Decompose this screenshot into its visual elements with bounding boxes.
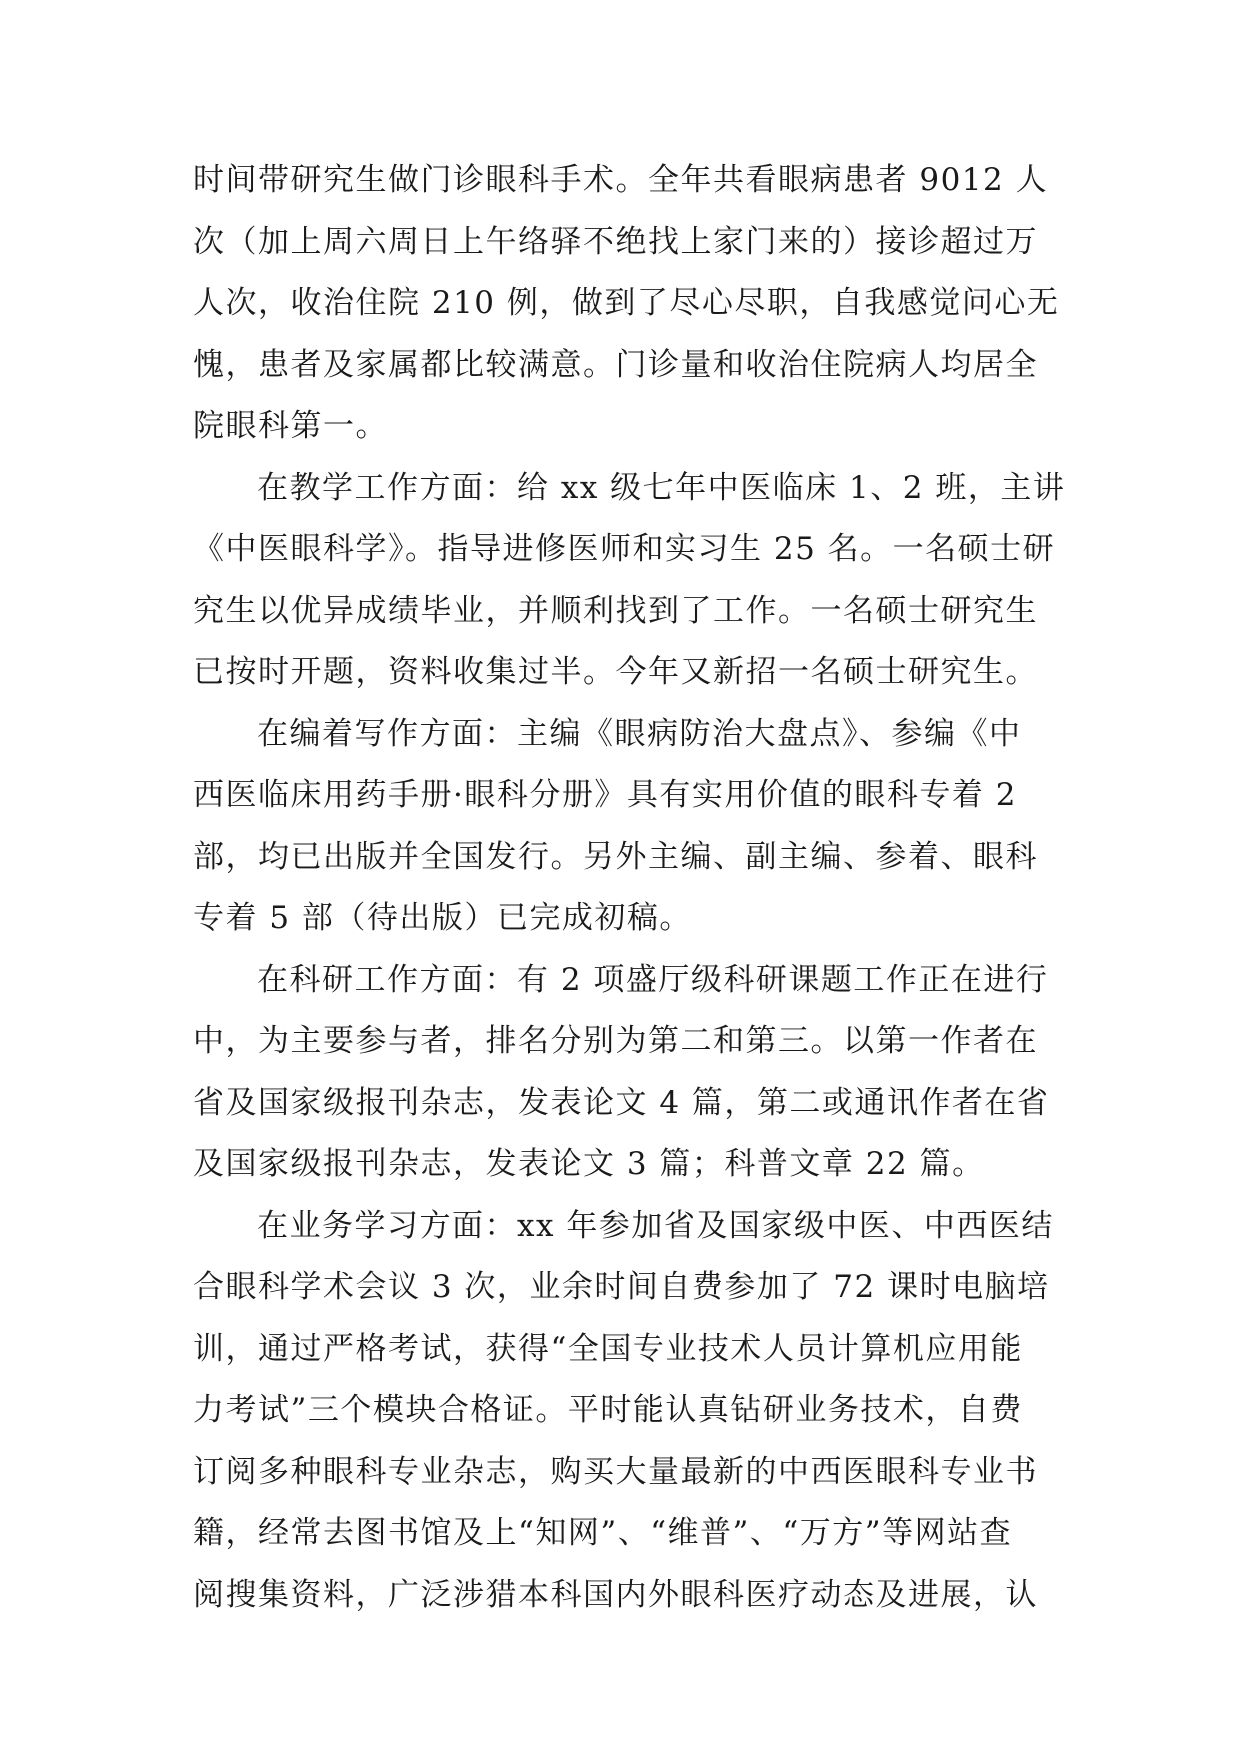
- text-line: 合眼科学术会议 3 次，业余时间自费参加了 72 课时电脑培: [193, 1269, 1050, 1305]
- text-line: 《中医眼科学》。指导进修医师和实习生 25 名。一名硕士研: [193, 531, 1056, 567]
- text-line: 部，均已出版并全国发行。另外主编、副主编、参着、眼科: [193, 838, 1038, 875]
- text-line: 院眼科第一。: [193, 408, 388, 444]
- text-line: 训，通过严格考试，获得“全国专业技术人员计算机应用能: [193, 1330, 1023, 1367]
- document-body: [193, 150, 1066, 1626]
- text-line: 人次，收治住院 210 例，做到了尽心尽职，自我感觉问心无: [193, 285, 1060, 321]
- text-line: 阅搜集资料，广泛涉猎本科国内外眼科医疗动态及进展，认: [193, 1576, 1038, 1613]
- paragraph-first-line: 在编着写作方面：主编《眼病防治大盘点》、参编《中: [257, 715, 1022, 752]
- text-line: 力考试”三个模块合格证。平时能认真钻研业务技术，自费: [193, 1392, 1023, 1428]
- text-line: 时间带研究生做门诊眼科手术。全年共看眼病患者 9012 人: [193, 162, 1049, 198]
- text-line: 省及国家级报刊杂志，发表论文 4 篇，第二或通讯作者在省: [193, 1084, 1050, 1121]
- paragraph-first-line: 在教学工作方面：给 xx 级七年中医临床 1、2 班，主讲: [257, 469, 1066, 506]
- text-line: 及国家级报刊杂志，发表论文 3 篇；科普文章 22 篇。: [193, 1146, 985, 1182]
- paragraph-first-line: 在业务学习方面：xx 年参加省及国家级中医、中西医结: [257, 1207, 1054, 1244]
- text-line: 愧，患者及家属都比较满意。门诊量和收治住院病人均居全: [193, 346, 1038, 383]
- text-line: 究生以优异成绩毕业，并顺利找到了工作。一名硕士研究生: [193, 592, 1038, 629]
- text-line: 次（加上周六周日上午络驿不绝找上家门来的）接诊超过万: [193, 223, 1038, 260]
- text-line: 籍，经常去图书馆及上“知网”、“维普”、“万方”等网站查: [193, 1515, 1013, 1551]
- text-line: 订阅多种眼科专业杂志，购买大量最新的中西医眼科专业书: [193, 1453, 1038, 1490]
- paragraph-first-line: 在科研工作方面：有 2 项盛厅级科研课题工作正在进行: [257, 961, 1049, 998]
- text-line: 中，为主要参与者，排名分别为第二和第三。以第一作者在: [193, 1023, 1038, 1059]
- text-line: 已按时开题，资料收集过半。今年又新招一名硕士研究生。: [193, 654, 1038, 690]
- text-line: 西医临床用药手册·眼科分册》具有实用价值的眼科专着 2: [193, 777, 1017, 813]
- text-line: 专着 5 部（待出版）已完成初稿。: [193, 900, 692, 936]
